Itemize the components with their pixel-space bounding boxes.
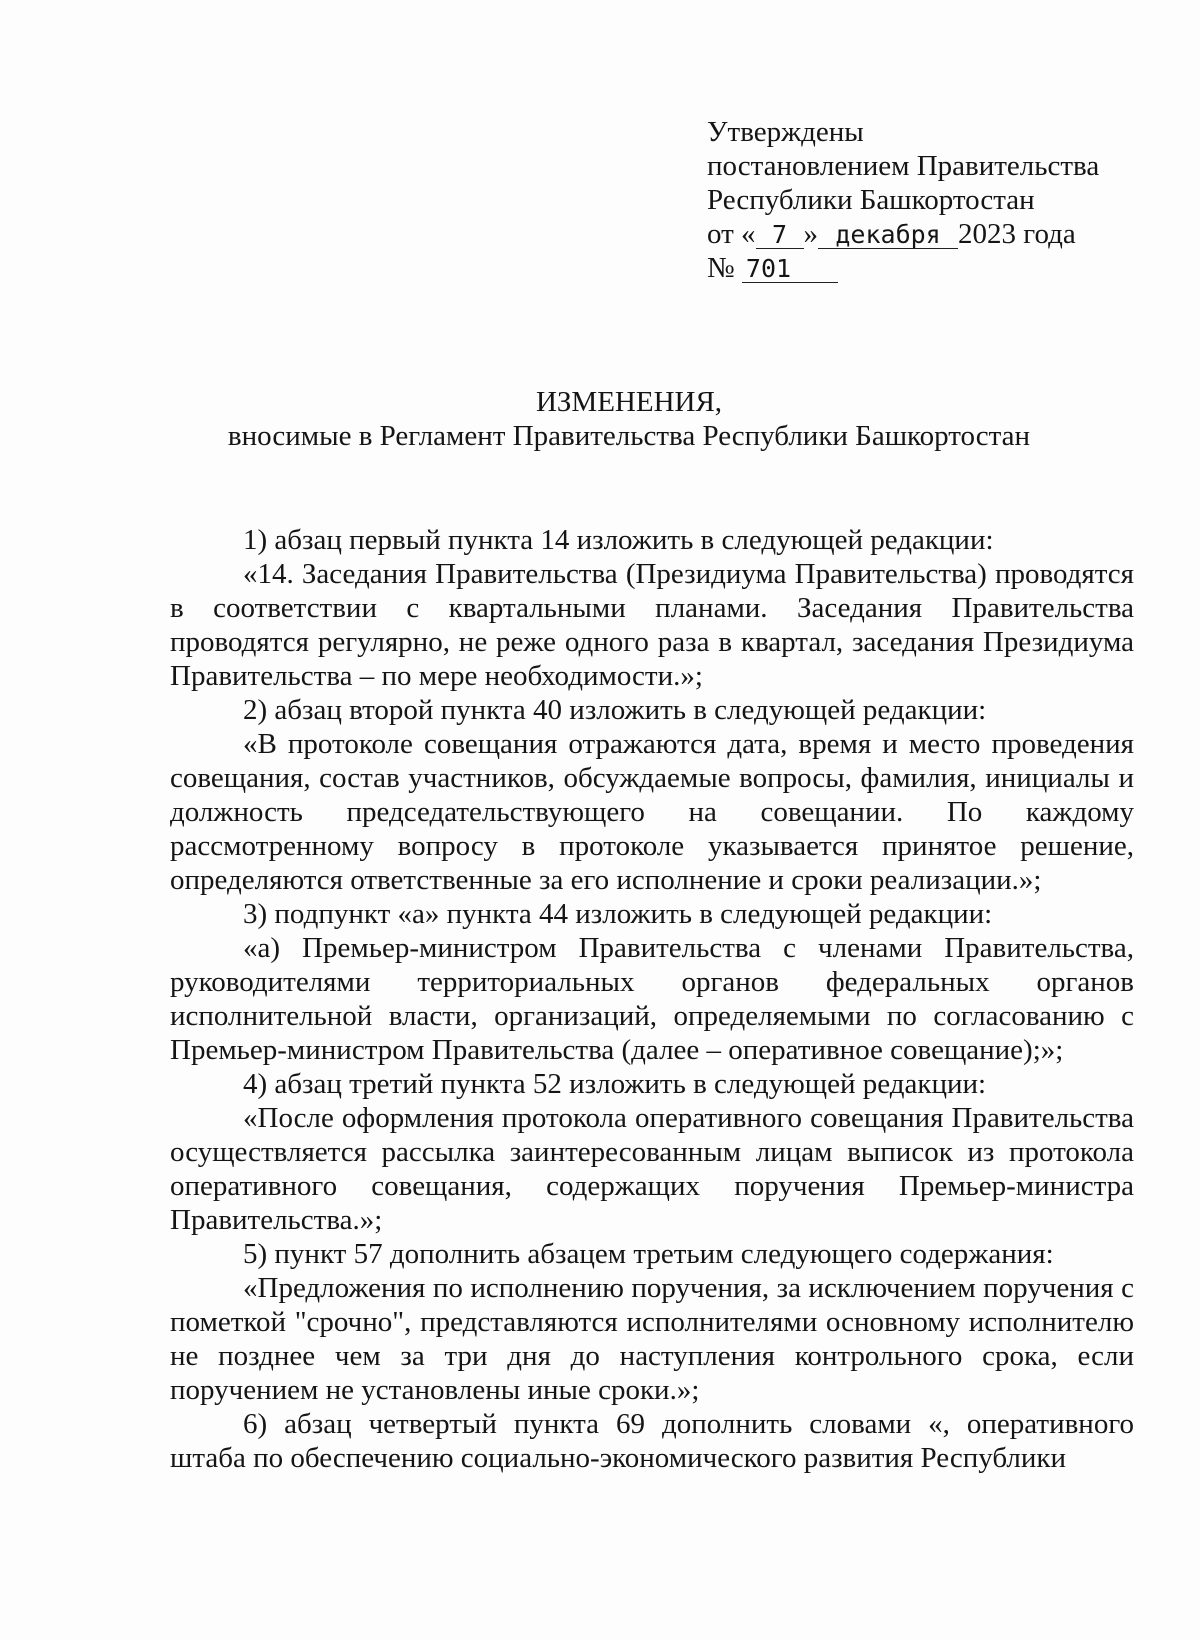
- approval-date: [707, 217, 1099, 251]
- body-paragraph: «После оформления протокола оперативного совещания Правительства осуществляется рассылка заинтересованным лицам выписок из протокола оперативного совещания, содержащих поручения Премьер-министра Правительства.»;: [170, 1102, 1134, 1236]
- body-paragraph: «14. Заседания Правительства (Президиума Правительства) проводятся в соответствии с квартальными планами. Заседания Правительства проводятся регулярно, не реже одного раза в квартал, заседания Президиума Правительства – по мере необходимости.»;: [170, 558, 1134, 692]
- document-subtitle: вносимые в Регламент Правительства Республики Башкортостан: [227, 420, 1031, 452]
- body-paragraph: 6) абзац четвертый пункта 69 дополнить словами «, оперативного штаба по обеспечению социально-экономического развития Республики: [170, 1408, 1134, 1474]
- approval-stamp: [707, 115, 1099, 285]
- document-body: [170, 523, 1134, 1475]
- approval-line: Утверждены: [707, 116, 864, 148]
- number-value: 701: [742, 256, 838, 283]
- date-month: декабря: [818, 222, 958, 249]
- body-paragraph: 1) абзац первый пункта 14 изложить в следующей редакции:: [243, 524, 994, 556]
- approval-line: Республики Башкортостан: [707, 184, 1035, 216]
- body-paragraph: 2) абзац второй пункта 40 изложить в следующей редакции:: [243, 694, 987, 726]
- approval-line: постановлением Правительства: [707, 150, 1100, 182]
- date-suffix: 2023 года: [958, 218, 1076, 250]
- body-paragraph: 3) подпункт «а» пункта 44 изложить в следующей редакции:: [243, 898, 993, 930]
- body-paragraph: «В протоколе совещания отражаются дата, время и место проведения совещания, состав участников, обсуждаемые вопросы, фамилия, инициалы и должность председательствующего на совещании. По каждому рассмотренному вопросу в протоколе указывается принятое решение, определяются ответственные за его исполнение и сроки реализации.»;: [170, 728, 1134, 896]
- approval-number: [707, 251, 1099, 285]
- date-mid: »: [803, 218, 819, 250]
- date-day: 7: [756, 222, 804, 249]
- body-paragraph: «Предложения по исполнению поручения, за исключением поручения с пометкой "срочно", представляются исполнителями основному исполнителю не позднее чем за три дня до наступления контрольного срока, если поручением не установлены иные сроки.»;: [170, 1272, 1134, 1406]
- body-paragraph: 5) пункт 57 дополнить абзацем третьим следующего содержания:: [243, 1238, 1054, 1270]
- document-title: ИЗМЕНЕНИЯ,: [535, 386, 723, 418]
- body-paragraph: 4) абзац третий пункта 52 изложить в следующей редакции:: [243, 1068, 987, 1100]
- number-prefix: №: [707, 252, 735, 284]
- date-prefix: от «: [707, 218, 756, 250]
- body-paragraph: «а) Премьер-министром Правительства с членами Правительства, руководителями территориальных органов федеральных органов исполнительной власти, организаций, определяемыми по согласованию с Премьер-министром Правительства (далее – оперативное совещание);»;: [170, 932, 1134, 1066]
